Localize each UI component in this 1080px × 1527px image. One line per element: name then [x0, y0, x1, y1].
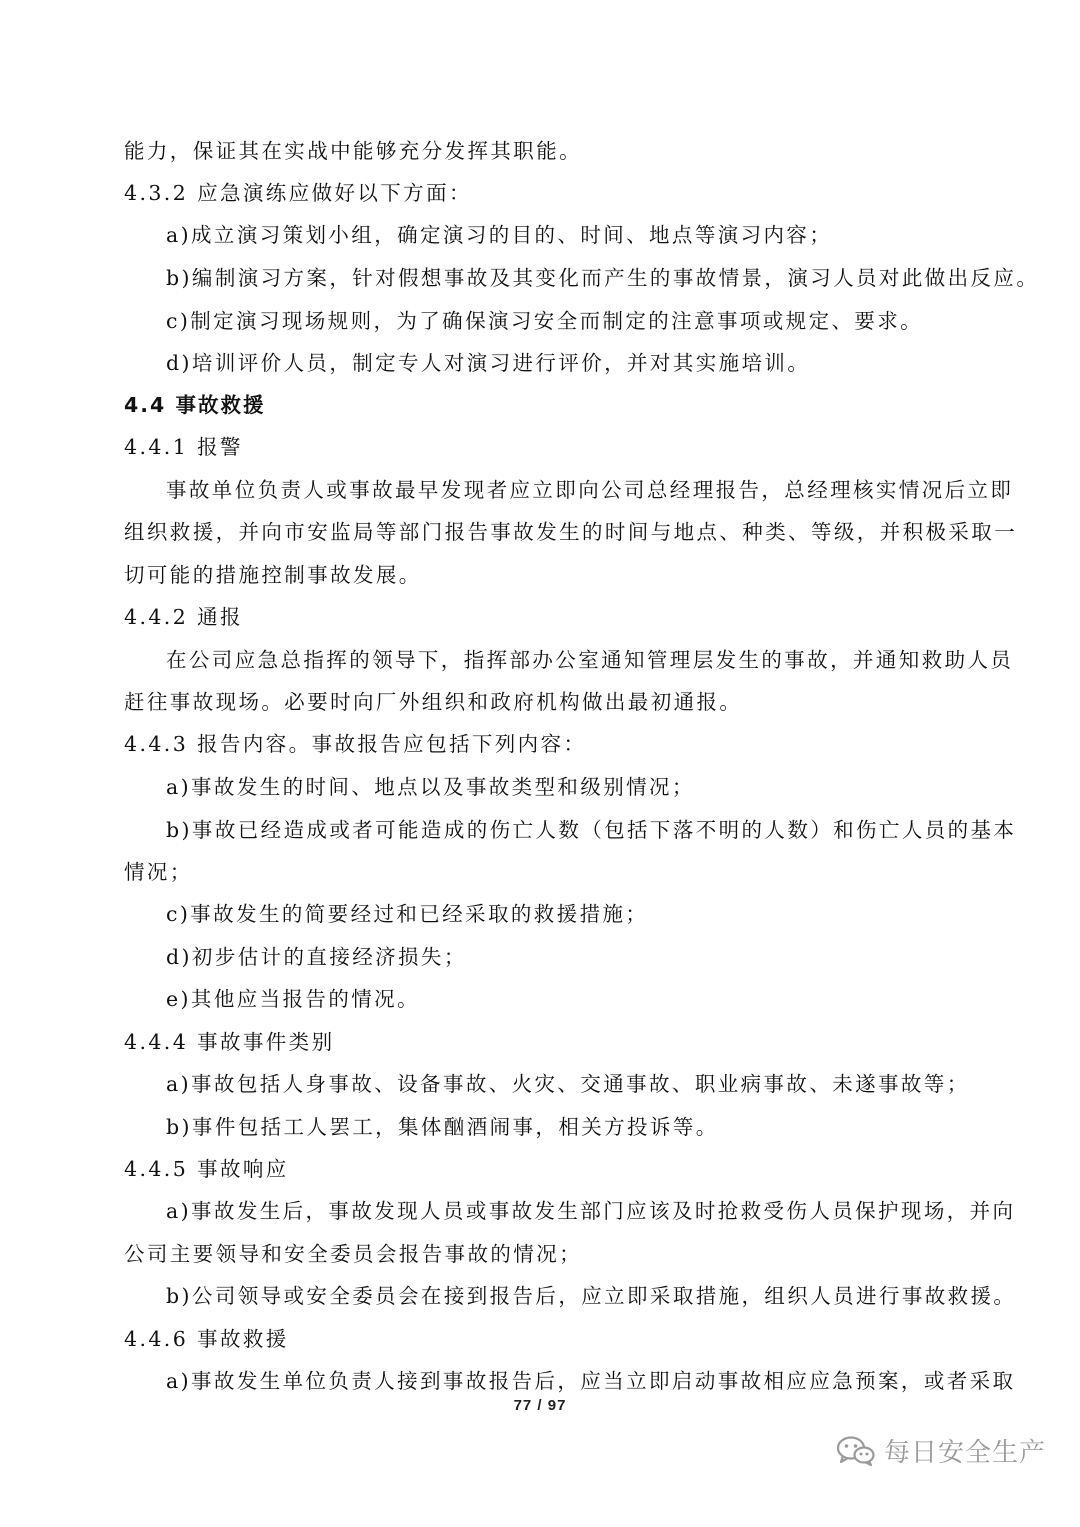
list-item: c)事故发生的简要经过和已经采取的救援措施； [166, 902, 649, 926]
wechat-icon [836, 1435, 876, 1467]
list-item: c)制定演习现场规则，为了确保演习安全而制定的注意事项或规定、要求。 [166, 309, 924, 333]
section-heading: 4.4.1 报警 [124, 435, 243, 459]
section-heading: 4.4.5 事故响应 [124, 1157, 289, 1181]
paragraph-line: 在公司应急总指挥的领导下，指挥部办公室通知管理层发生的事故，并通知救助人员 [166, 648, 1014, 672]
list-item: b)公司领导或安全委员会在接到报告后，应立即采取措施，组织人员进行事故救援。 [166, 1284, 1017, 1308]
list-item: a)事故发生单位负责人接到事故报告后，应当立即启动事故相应应急预案，或者采取 [166, 1369, 1016, 1393]
section-heading: 4.3.2 应急演练应做好以下方面： [124, 181, 472, 205]
page-number: 77 / 97 [513, 1397, 567, 1414]
section-heading: 4.4.4 事故事件类别 [124, 1030, 335, 1054]
paragraph-line: 赶往事故现场。必要时向厂外组织和政府机构做出最初通报。 [124, 690, 743, 714]
list-item: d)培训评价人员，制定专人对演习进行评价，并对其实施培训。 [166, 351, 811, 375]
list-item: d)初步估计的直接经济损失； [166, 945, 467, 969]
paragraph-line: 切可能的措施控制事故发展。 [124, 563, 422, 587]
list-item: e)其他应当报告的情况。 [166, 987, 420, 1011]
list-item: b)编制演习方案，针对假想事故及其变化而产生的事故情景，演习人员对此做出反应。 [166, 266, 1040, 290]
list-item-continuation: 情况； [124, 860, 193, 884]
list-item: a)事故发生的时间、地点以及事故类型和级别情况； [166, 775, 695, 799]
list-item: b)事件包括工人罢工，集体酗酒闹事，相关方投诉等。 [166, 1115, 719, 1139]
watermark-text: 每日安全生产 [883, 1438, 1046, 1468]
section-heading: 4.4.6 事故救援 [124, 1327, 289, 1351]
list-item: a)事故包括人身事故、设备事故、火灾、交通事故、职业病事故、未遂事故等； [166, 1072, 970, 1096]
paragraph-line: 能力，保证其在实战中能够充分发挥其职能。 [124, 139, 582, 163]
watermark [836, 1432, 1046, 1469]
list-item: a)事故发生后，事故发现人员或事故发生部门应该及时抢救受伤人员保护现场，并向 [166, 1199, 1016, 1223]
section-heading: 4.4.3 报告内容。事故报告应包括下列内容： [124, 732, 587, 756]
list-item: b)事故已经造成或者可能造成的伤亡人数（包括下落不明的人数）和伤亡人员的基本 [166, 818, 1017, 842]
paragraph-line: 事故单位负责人或事故最早发现者应立即向公司总经理报告，总经理核实情况后立即 [166, 478, 1014, 502]
list-item-continuation: 公司主要领导和安全委员会报告事故的情况； [124, 1242, 582, 1266]
chapter-heading: 4.4 事故救援 [124, 393, 266, 417]
list-item: a)成立演习策划小组，确定演习的目的、时间、地点等演习内容； [166, 223, 833, 247]
section-heading: 4.4.2 通报 [124, 605, 243, 629]
paragraph-line: 组织救援，并向市安监局等部门报告事故发生的时间与地点、种类、等级，并积极采取一 [124, 520, 1018, 544]
